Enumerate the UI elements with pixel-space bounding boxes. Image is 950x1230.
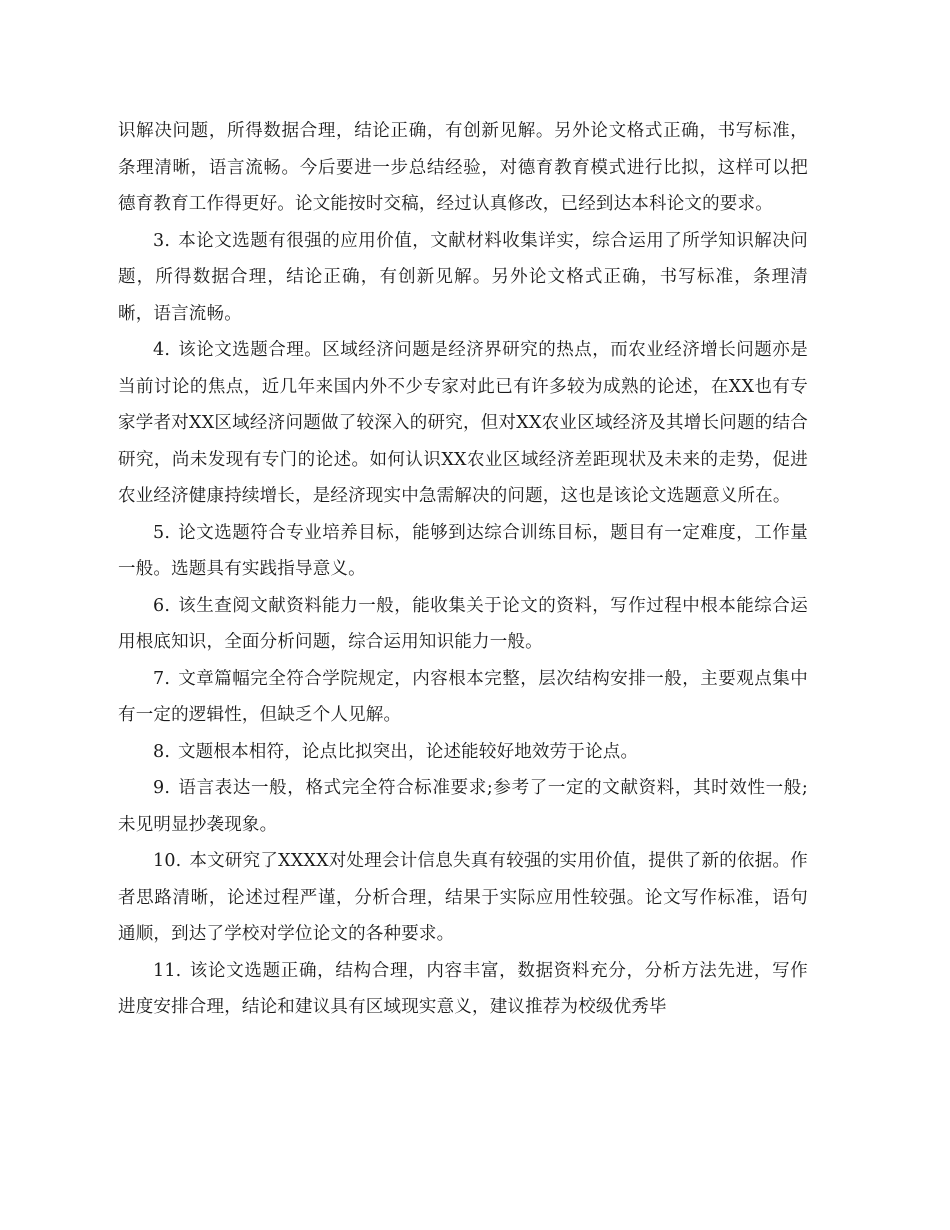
paragraph-item-11 (118, 953, 808, 1026)
paragraph-text: 论文选题符合专业培养目标，能够到达综合训练目标，题目有一定难度，工作量一般。选题具有实践指导意义。 (118, 522, 808, 579)
paragraph-item-7 (118, 661, 808, 734)
paragraph-item-9 (118, 770, 808, 843)
document-body (118, 113, 808, 1026)
paragraph-number: 8. (153, 741, 171, 762)
paragraph-continued (118, 113, 808, 223)
paragraph-number: 5. (153, 522, 171, 543)
paragraph-number: 4. (153, 340, 171, 360)
paragraph-text: 该论文选题合理。区域经济问题是经济界研究的热点，而农业经济增长问题亦是当前讨论的焦点，近几年来国内外不少专家对此已有许多较为成熟的论述，在XX也有专家学者对XX区域经济问题做了较深入的研究，但对XX农业区域经济及其增长问题的结合研究，尚未发现有专门的论述。如何认识XX农业区域经济差距现状及未来的走势，促进农业经济健康持续增长，是经济现实中急需解决的问题，这也是该论文选题意义所在。 (118, 340, 808, 506)
paragraph-item-8 (118, 734, 808, 771)
paragraph-text: 该论文选题正确，结构合理，内容丰富，数据资料充分，分析方法先进，写作进度安排合理，结论和建议具有区域现实意义，建议推荐为校级优秀毕 (118, 960, 808, 1017)
paragraph-number: 11. (153, 960, 182, 981)
paragraph-item-6 (118, 588, 808, 661)
paragraph-text: 文题根本相符，论点比拟突出，论述能较好地效劳于论点。 (177, 741, 639, 762)
paragraph-number: 7. (153, 668, 171, 689)
paragraph-text: 本论文选题有很强的应用价值，文献材料收集详实，综合运用了所学知识解决问题，所得数据合理，结论正确，有创新见解。另外论文格式正确，书写标准，条理清晰，语言流畅。 (118, 230, 808, 324)
paragraph-item-10 (118, 843, 808, 953)
paragraph-text: 识解决问题，所得数据合理，结论正确，有创新见解。另外论文格式正确，书写标准，条理清晰，语言流畅。今后要进一步总结经验，对德育教育模式进行比拟，这样可以把德育教育工作得更好。论文能按时交稿，经过认真修改，已经到达本科论文的要求。 (118, 121, 808, 214)
paragraph-number: 3. (153, 230, 171, 251)
paragraph-text: 该生查阅文献资料能力一般，能收集关于论文的资料，写作过程中根本能综合运用根底知识，全面分析问题，综合运用知识能力一般。 (118, 595, 808, 652)
paragraph-text: 语言表达一般，格式完全符合标准要求;参考了一定的文献资料，其时效性一般;未见明显抄袭现象。 (118, 778, 808, 835)
paragraph-number: 9. (153, 778, 171, 798)
paragraph-text: 文章篇幅完全符合学院规定，内容根本完整，层次结构安排一般，主要观点集中有一定的逻辑性，但缺乏个人见解。 (118, 668, 808, 725)
paragraph-text: 本文研究了XXXX对处理会计信息失真有较强的实用价值，提供了新的依据。作者思路清晰，论述过程严谨，分析合理，结果于实际应用性较强。论文写作标准，语句通顺，到达了学校对学位论文的各种要求。 (118, 851, 808, 944)
paragraph-number: 10. (153, 851, 182, 871)
paragraph-number: 6. (153, 595, 171, 616)
paragraph-item-3 (118, 223, 808, 333)
paragraph-item-5 (118, 515, 808, 588)
paragraph-item-4 (118, 332, 808, 515)
